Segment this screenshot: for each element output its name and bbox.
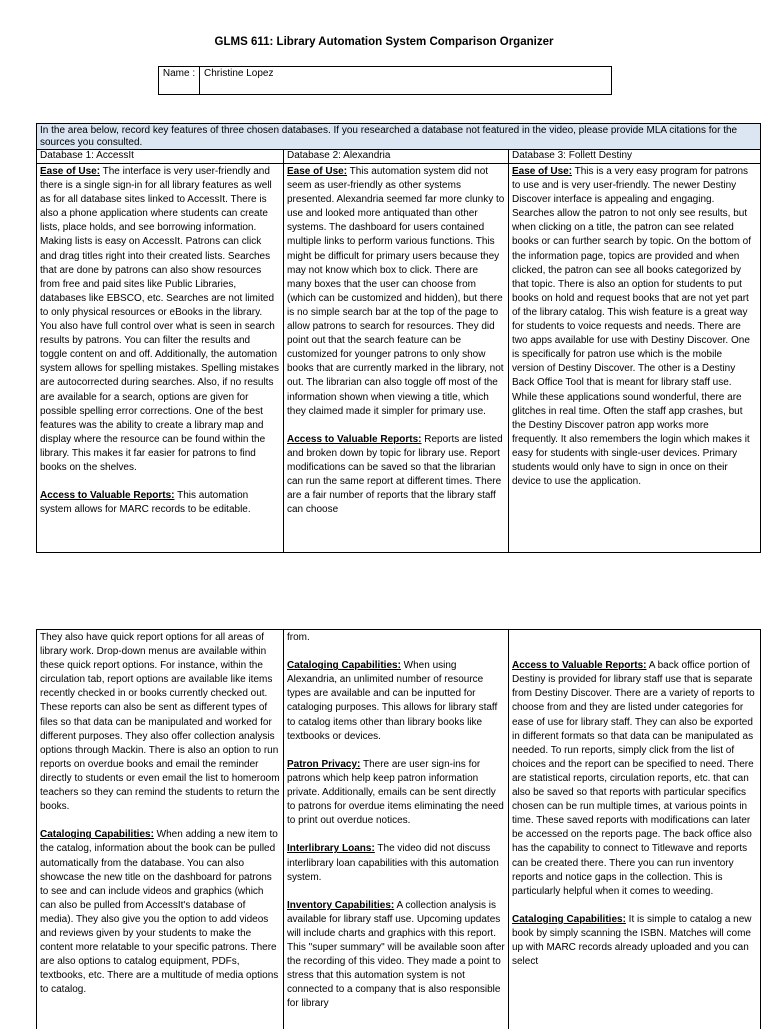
section-heading: Cataloging Capabilities: [40, 829, 154, 841]
paragraph [287, 899, 505, 1012]
paragraph [40, 165, 280, 475]
section-heading: Ease of Use: [40, 166, 101, 177]
section-heading: Access to Valuable Reports: [40, 490, 175, 502]
section-text: A back office portion of Destiny is provided for library staff use that is separate from Destiny Discover. There are a variety of reports to choose from and they are listed under categories for ease of use for library staff. They can also be exported in different formats so that data can be manipulated as needed. To run reports, simply click from the list of choices and the report can be specified to need. There are statistical reports, circulation reports, etc. that can also be saved so that reports with particular specifics chosen can be run multiple times, at various points in time. These saved reports with modifications can later be accessed on the reports page. The back office also has the capability to connect to Titlewave and reports can be created there. There you can run inventory reports and notice gaps in the collection. This is particularly helpful when it comes to weeding. [512, 660, 755, 897]
section-text: It is simple to catalog a new book by simply scanning the ISBN. Matches will come up with MARC records already uploaded and you can select [512, 913, 752, 968]
paragraph [287, 165, 505, 419]
paragraph [287, 659, 505, 744]
section-heading: Ease of Use: [287, 166, 348, 177]
instructions: In the area below, record key features of three chosen databases. If you researched a database not featured in the video, please provide MLA citations for the sources you consulted. [37, 124, 760, 150]
comparison-table-1 [36, 123, 761, 553]
section-text: They also have quick report options for all areas of library work. Drop-down menus are available within these quick report options. For instance, within the circulation tab, report options are available like items recently checked in or books currently checked out. These reports can also be sent as different types of files so that data can be manipulated and worked for different purposes. They also offer collection analysis options through Mackin. There is also an option to run reports on overdue books and email the reminder directly to students or even email the list to homeroom teachers so they can remind the students to return the books. [40, 632, 280, 813]
section-heading: Access to Valuable Reports: [512, 660, 647, 672]
section-text: The video did not discuss interlibrary loan capabilities with this automation system. [287, 843, 499, 883]
header-database-2: Database 2: Alexandria [284, 150, 509, 163]
section-heading: Interlibrary Loans: [287, 843, 375, 855]
section-text: The interface is very user-friendly and there is a single sign-in for all library features as well as for all database sites linked to AccessIt. There is also a phone application where students can create lists, place holds, and see borrowing information. Making lists is easy on AccessIt. Patrons can click and drag titles right into their created lists. Searches that are done by patrons can also show resources from free and paid sites like Public Libraries, databases like EBSCO, etc. Searches are not limited to only physical resources or eBooks in the library. You also have full control over what is seen in search results by patrons. You can filter the results and toggle content on and off. Additionally, the automation system allows for spelling mistakes. Spelling mistakes are autocorrected during searches. Also, if no results are available for a search, options are given for possible spelling error corrections. One of the best features was the ability to create a library map and display where the resource can be found within the library. This makes it far easier for patrons to find books on the shelves. [40, 166, 279, 473]
paragraph [40, 828, 280, 997]
header-database-3: Database 3: Follett Destiny [512, 150, 633, 161]
paragraph [512, 659, 757, 899]
paragraph [287, 433, 505, 518]
section-heading: Inventory Capabilities: [287, 899, 395, 911]
section-text: This is a very easy program for patrons to use and is very user-friendly. The newer Destiny Discover interface is appealing and engaging. Searches allow the patron to not only see results, but when clicking on a title, the patron can see related books or can further search by topic. On the bottom of the information page, topics are provided and when clicked, the patron can see all books categorized by that topic. There is also an option for students to put books on hold and request books that are not yet part of the library catalog. This wish feature is a great way for students to voice requests and needs. There are two apps available for use with Destiny Discover. One is specifically for patron use which is the mobile version of Destiny Discover. The other is a Destiny Back Office Tool that is meant for library staff use. While these applications sound wonderful, there are glitches in real time. Often the staff app crashes, but the Destiny Discover patron app works more frequently. It also remembers the login which makes it easy for students with single-user devices. Primary students would only have to sign in once on their device to use the application. [512, 166, 752, 488]
header-database-1: Database 1: AccessIt [37, 150, 284, 163]
table1-col2 [284, 164, 509, 552]
section-heading: Ease of Use: [512, 166, 573, 177]
section-text: There are user sign-ins for patrons which help keep patron information private. Additionally, emails can be sent directly to patrons for overdue items eliminating the need to print out overdue notices. [287, 758, 504, 827]
paragraph [287, 758, 505, 828]
table2-col1 [37, 630, 284, 1029]
paragraph [40, 489, 280, 517]
page-title: GLMS 611: Library Automation System Comparison Organizer [214, 36, 554, 48]
name-table [158, 66, 612, 95]
section-heading: Cataloging Capabilities: [512, 913, 626, 925]
paragraph [40, 631, 280, 814]
name-value: Christine Lopez [204, 68, 274, 79]
table1-col3 [509, 164, 760, 552]
section-text: This automation system allows for MARC records to be editable. [40, 490, 251, 516]
name-label: Name : [159, 67, 200, 94]
section-text: This automation system did not seem as user-friendly as other systems presented. Alexandria seemed far more clunky to use and looked more antiquated than other systems. The dashboard for users contained multiple links to perform various functions. This might be difficult for primary users because they may not know which box to click. There are many boxes that the user can choose from (which can be customized and hidden), but there is no simple search bar at the top of the page to allow patrons to search for resources. They did point out that the search feature can be customized for younger patrons to only show books that are currently marked in the library, not out. The librarian can also toggle off most of the information shown when viewing a title, which they claimed made it simpler for primary use. [287, 166, 505, 417]
table2-col2 [284, 630, 509, 1029]
comparison-table-2 [36, 629, 761, 1029]
paragraph [512, 913, 757, 969]
section-heading: Cataloging Capabilities: [287, 660, 401, 672]
paragraph [287, 842, 505, 884]
section-heading: Access to Valuable Reports: [287, 433, 422, 445]
section-text: from. [287, 632, 310, 643]
paragraph [512, 631, 757, 645]
section-text: A collection analysis is available for library staff use. Upcoming updates will include charts and graphics with this report. This "super summary" will be available soon after the recording of this video. They made a point to stress that this automation system is not connected to a company that is also responsible for library [287, 899, 505, 1010]
section-text: When using Alexandria, an unlimited number of resource types are available and can be inputted for cataloging purposes. This allows for library staff to catalog items other than library books like textbooks or devices. [287, 660, 498, 742]
table1-col1 [37, 164, 284, 552]
paragraph [287, 631, 505, 645]
paragraph [512, 165, 757, 489]
section-heading: Patron Privacy: [287, 758, 361, 770]
table2-col3 [509, 630, 760, 1029]
section-text: When adding a new item to the catalog, information about the book can be pulled automatically from the database. You can also showcase the new title on the dashboard for patrons to see and can include videos and graphics (which can also be pulled from AccessIt's database of media). They also give you the option to add videos and reviews given by your students to make the content more relatable to your specific patrons. There are also options to catalog equipment, PDFs, textbooks, etc. There are a multitude of media options to catalog. [40, 829, 279, 996]
section-text: Reports are listed and broken down by topic for library use. Report modifications can be saved so that the librarian can run the same report at different times. There are a fair number of reports that the library staff can choose [287, 433, 503, 516]
database-header-row [37, 150, 760, 164]
